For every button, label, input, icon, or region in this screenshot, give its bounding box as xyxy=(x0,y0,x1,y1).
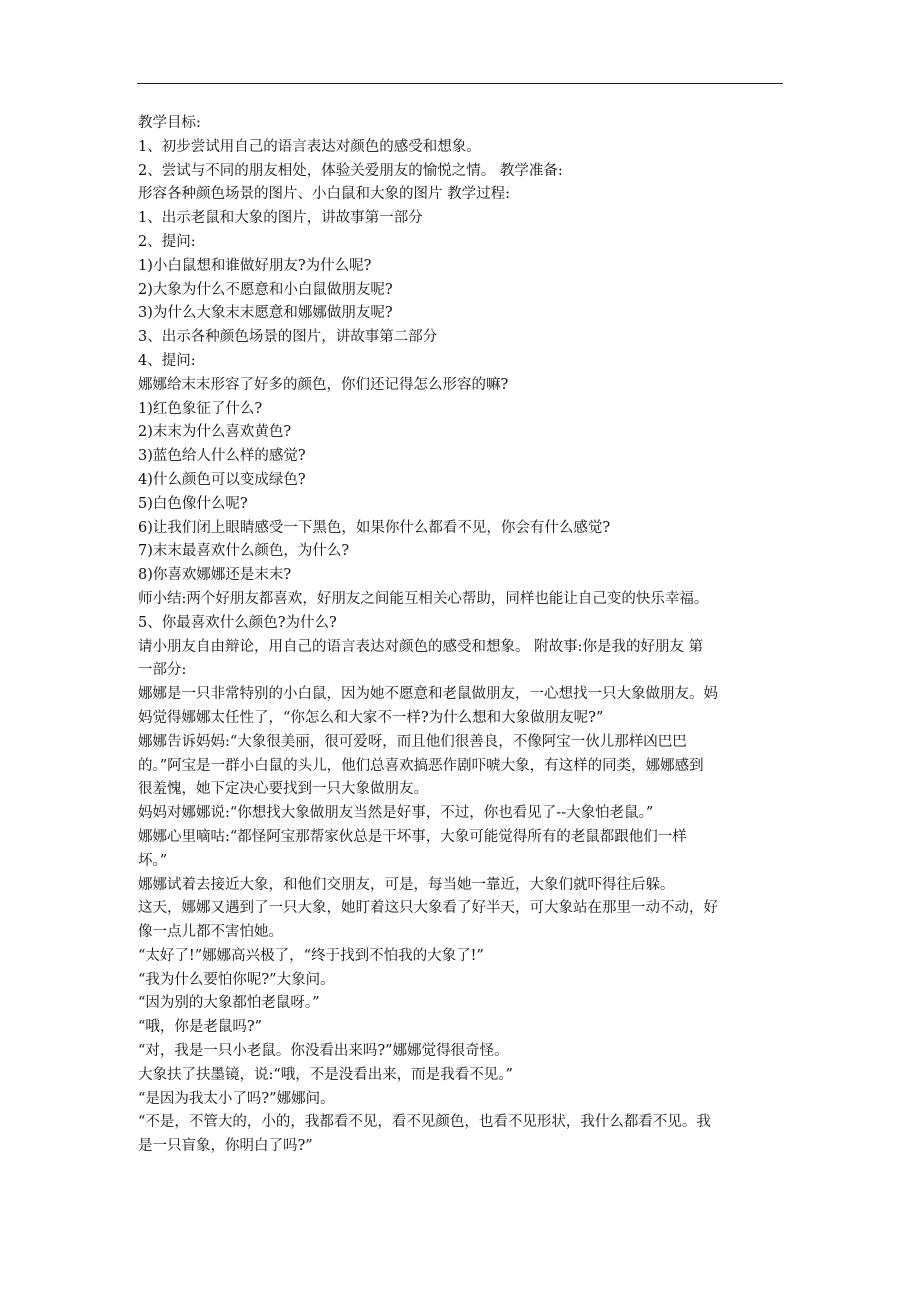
text-line: 3)蓝色给人什么样的感觉? xyxy=(138,448,306,465)
text-line: 娜娜心里嘀咕:“都怪阿宝那帮家伙总是干坏事，大象可能觉得所有的老鼠都跟他们一样 xyxy=(138,828,687,845)
text-line: 很羞愧，她下定决心要找到一只大象做朋友。 xyxy=(138,781,428,798)
text-line: 这天，娜娜又遇到了一只大象，她盯着这只大象看了好半天，可大象站在那里一动不动，好 xyxy=(138,900,718,917)
text-line: 妈妈对娜娜说:“你想找大象做朋友当然是好事，不过，你也看见了--大象怕老鼠。” xyxy=(138,805,654,822)
text-line: 是一只盲象，你明白了吗?” xyxy=(138,1138,313,1155)
text-line: 大象扶了扶墨镜，说:“哦，不是没看出来，而是我看不见。” xyxy=(138,1066,513,1083)
text-line: “对，我是一只小老鼠。你没看出来吗?”娜娜觉得很奇怪。 xyxy=(138,1043,509,1060)
text-line: 3)为什么大象末末愿意和娜娜做朋友呢? xyxy=(138,305,393,322)
document-body xyxy=(138,112,784,1159)
text-line: 4、提问: xyxy=(138,352,196,369)
text-line: 坏。” xyxy=(138,852,168,869)
header-rule xyxy=(137,83,783,84)
text-line: 6)让我们闭上眼睛感受一下黑色，如果你什么都看不见，你会有什么感觉? xyxy=(138,519,611,536)
text-line: “哦，你是老鼠吗?” xyxy=(138,1019,263,1036)
text-line: 7)末末最喜欢什么颜色，为什么? xyxy=(138,543,350,560)
text-line: 1、出示老鼠和大象的图片，讲故事第一部分 xyxy=(138,210,423,227)
text-line: 4)什么颜色可以变成绿色? xyxy=(138,471,306,488)
text-line: 2、提问: xyxy=(138,233,196,250)
text-line: 形容各种颜色场景的图片、小白鼠和大象的图片 教学过程: xyxy=(138,186,510,203)
text-line: 的。”阿宝是一群小白鼠的头儿，他们总喜欢搞恶作剧吓唬大象，有这样的同类，娜娜感到 xyxy=(138,757,704,774)
text-line: “不是，不管大的，小的，我都看不见，看不见颜色，也看不见形状，我什么都看不见。我 xyxy=(138,1114,711,1131)
text-line: 5、你最喜欢什么颜色?为什么? xyxy=(138,614,337,631)
text-line: 妈觉得娜娜太任性了，“你怎么和大家不一样?为什么想和大象做朋友呢?” xyxy=(138,709,604,726)
text-line: 2)末末为什么喜欢黄色? xyxy=(138,424,292,441)
text-line: 娜娜告诉妈妈:“大象很美丽，很可爱呀，而且他们很善良，不像阿宝一伙儿那样凶巴巴 xyxy=(138,733,687,750)
text-line: 5)白色像什么呢? xyxy=(138,495,248,512)
text-line: “因为别的大象都怕老鼠呀。” xyxy=(138,995,320,1012)
text-line: 3、出示各种颜色场景的图片，讲故事第二部分 xyxy=(138,329,438,346)
text-line: 8)你喜欢娜娜还是末末? xyxy=(138,567,292,584)
text-line: 1)红色象征了什么? xyxy=(138,400,263,417)
text-line: 1、初步尝试用自己的语言表达对颜色的感受和想象。 xyxy=(138,138,481,155)
text-line: 娜娜是一只非常特别的小白鼠，因为她不愿意和老鼠做朋友，一心想找一只大象做朋友。妈 xyxy=(138,686,718,703)
text-line: 2、尝试与不同的朋友相处，体验关爱朋友的愉悦之情。 教学准备: xyxy=(138,162,563,179)
text-line: 1)小白鼠想和谁做好朋友?为什么呢? xyxy=(138,257,372,274)
text-line: 娜娜给末末形容了好多的颜色，你们还记得怎么形容的嘛? xyxy=(138,376,509,393)
text-line: 2)大象为什么不愿意和小白鼠做朋友呢? xyxy=(138,281,393,298)
text-line: “我为什么要怕你呢?”大象问。 xyxy=(138,971,335,988)
text-line: 请小朋友自由辩论，用自己的语言表达对颜色的感受和想象。 附故事:你是我的好朋友 第 xyxy=(138,638,704,655)
text-line: 一部分: xyxy=(138,662,187,679)
text-line: 像一点儿都不害怕她。 xyxy=(138,924,283,941)
text-line: 师小结:两个好朋友都喜欢，好朋友之间能互相关心帮助，同样也能让自己变的快乐幸福。 xyxy=(138,590,709,607)
text-line: “太好了!”娜娜高兴极了，“终于找到不怕我的大象了!” xyxy=(138,947,484,964)
text-line: “是因为我太小了吗?”娜娜问。 xyxy=(138,1090,335,1107)
text-line: 教学目标: xyxy=(138,115,201,131)
text-line: 娜娜试着去接近大象，和他们交朋友，可是，每当她一靠近，大象们就吓得往后躲。 xyxy=(138,876,675,893)
